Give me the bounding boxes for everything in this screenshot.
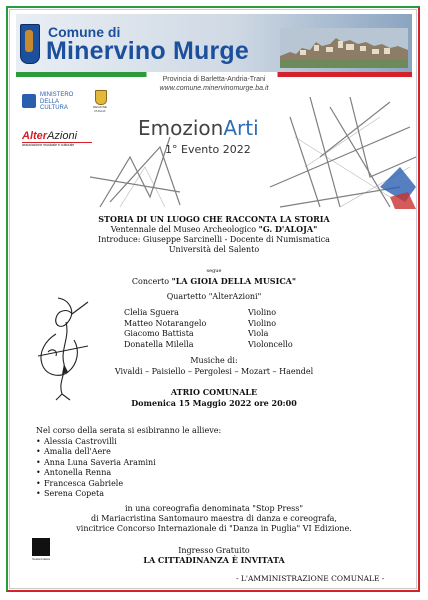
part1-title: STORIA DI UN LUOGO CHE RACCONTA LA STORIA bbox=[98, 214, 330, 224]
quartet-name: Quartetto "AlterAzioni" bbox=[166, 292, 262, 301]
list-item: • Serena Copeta bbox=[36, 489, 221, 500]
musician-name: Clelia Sguera bbox=[124, 308, 179, 317]
musician-instrument: Violino bbox=[248, 318, 277, 328]
part1-university-line: Università del Salento bbox=[168, 245, 260, 254]
concert-prefix: Concerto bbox=[131, 277, 172, 286]
invitation-text: LA CITTADINANZA È INVITATA bbox=[143, 555, 285, 565]
association-name-prefix: Alter bbox=[22, 130, 48, 142]
region-caption: REGIONE PUGLIA bbox=[93, 105, 107, 113]
dance-section bbox=[36, 426, 221, 500]
roster-row bbox=[124, 340, 324, 351]
ministry-emblem-icon bbox=[22, 94, 36, 108]
concert-title: "LA GIOIA DELLA MUSICA" bbox=[171, 276, 297, 286]
museum-name: "G. D'ALOJA" bbox=[258, 224, 318, 234]
connector-text: segue bbox=[206, 268, 222, 274]
part1-museum-prefix: Ventennale del Museo Archeologico bbox=[110, 225, 259, 234]
website-link[interactable]: www.comune.minervinomurge.ba.it bbox=[159, 85, 269, 92]
town-prefix: Comune di bbox=[48, 24, 121, 40]
venue-date: Domenica 15 Maggio 2022 ore 20:00 bbox=[131, 398, 297, 408]
musician-name: Donatella Milella bbox=[124, 339, 194, 349]
association-subtitle: associazione musicale e culturale bbox=[22, 143, 75, 147]
part1-speaker-line: Introduce: Giuseppe Sarcinelli - Docente di Numismatica bbox=[98, 235, 330, 244]
event-artwork-image bbox=[90, 97, 416, 209]
musician-name: Giacomo Battista bbox=[124, 329, 194, 338]
ministry-line: DELLA bbox=[40, 98, 60, 105]
concert-line bbox=[0, 277, 428, 286]
ministry-line: MINISTERO bbox=[40, 92, 74, 98]
association-logo bbox=[22, 130, 100, 150]
event-brand-prefix: Emozion bbox=[138, 116, 224, 140]
dance-school-caption: Scuola di danza bbox=[32, 558, 50, 561]
town-name: Minervino Murge bbox=[46, 37, 250, 65]
quartet-roster bbox=[124, 308, 324, 350]
town-skyline-image bbox=[280, 28, 408, 68]
association-name-suffix: Azioni bbox=[47, 130, 78, 142]
musician-instrument: Violino bbox=[248, 308, 277, 317]
roster-row bbox=[124, 319, 324, 330]
event-brand-suffix: Arti bbox=[223, 116, 259, 140]
musician-instrument: Violoncello bbox=[248, 339, 293, 349]
dance-intro: Nel corso della serata si esibiranno le allieve: bbox=[36, 426, 222, 435]
list-item: • Anna Luna Saveria Aramini bbox=[36, 458, 221, 469]
composers-list: Vivaldi – Paisiello – Pergolesi – Mozart – Haendel bbox=[114, 367, 314, 376]
roster-row bbox=[124, 329, 324, 340]
choreography-line: in una coreografia denominata "Stop Press" bbox=[124, 504, 303, 513]
roster-row bbox=[124, 308, 324, 319]
event-edition: 1° Evento 2022 bbox=[165, 143, 251, 156]
ministry-line: CULTURA bbox=[40, 105, 68, 111]
ministry-logo bbox=[22, 92, 92, 112]
list-item: • Amalia dell'Aere bbox=[36, 447, 221, 458]
music-by-label: Musiche di: bbox=[190, 356, 238, 365]
choreographer-line: di Mariacristina Santomauro maestra di danza e coreografa, bbox=[91, 514, 337, 523]
violin-dancer-sketch-image bbox=[28, 294, 102, 402]
entry-text: Ingresso Gratuito bbox=[178, 546, 250, 555]
crest-figure-icon bbox=[25, 30, 33, 52]
part1-museum-line bbox=[0, 225, 428, 234]
venue-place: ATRIO COMUNALE bbox=[170, 387, 258, 397]
list-item: • Francesca Gabriele bbox=[36, 479, 221, 490]
signature-line: - L'AMMINISTRAZIONE COMUNALE - bbox=[236, 574, 385, 583]
musician-instrument: Viola bbox=[248, 329, 269, 338]
list-item: • Antonella Renna bbox=[36, 468, 221, 479]
musician-name: Matteo Notarangelo bbox=[124, 318, 207, 328]
competition-line: vincitrice Concorso Internazionale di "Danza in Puglia" VI Edizione. bbox=[76, 524, 352, 533]
pupils-list bbox=[36, 437, 221, 500]
list-item: • Alessia Castrovilli bbox=[36, 437, 221, 448]
province-line: Provincia di Barletta-Andria-Trani bbox=[162, 76, 266, 83]
event-brand bbox=[138, 116, 259, 140]
